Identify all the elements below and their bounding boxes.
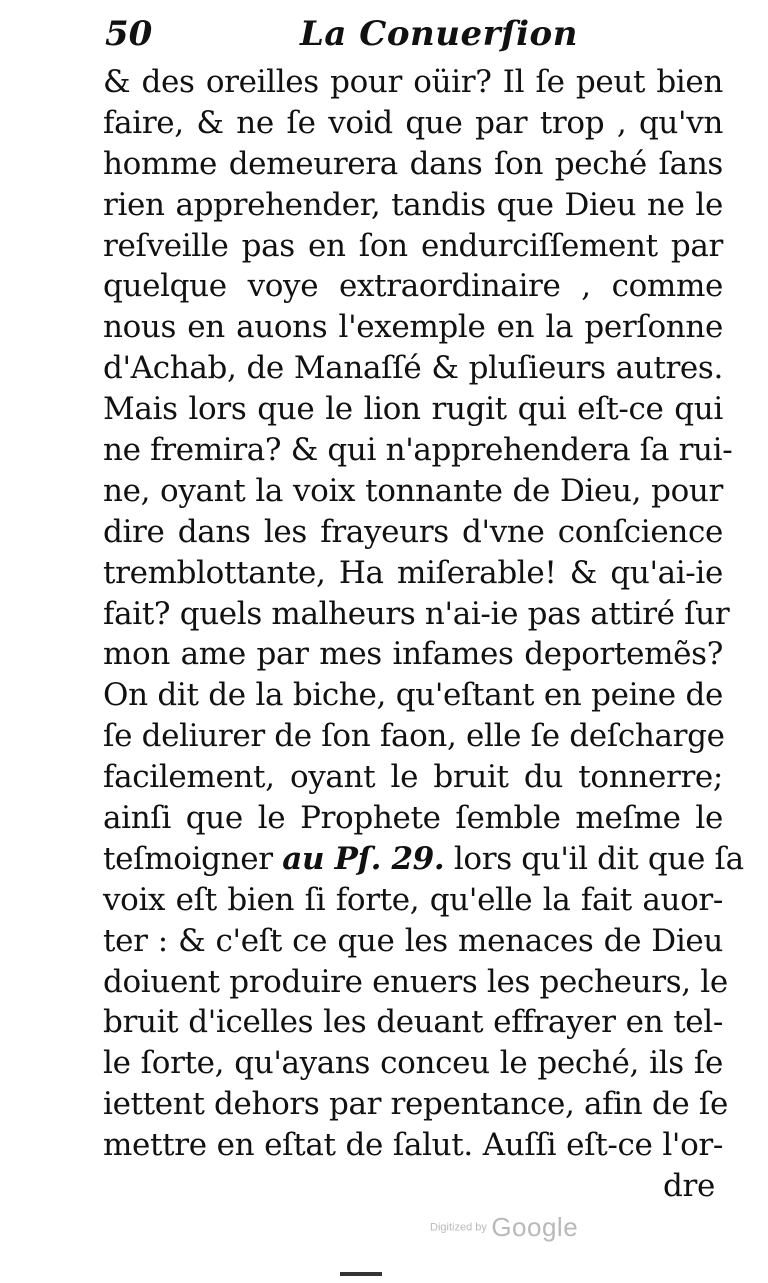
- text-line: homme demeurera dans ſon peché ſans: [103, 145, 723, 182]
- text-line: ſe deliurer de ſon faon, elle ſe deſcharge: [103, 718, 725, 755]
- text-line: bruit d'icelles les deuant effrayer en tel-: [103, 1004, 723, 1041]
- text-line: nous en auons l'exemple en la perſonne: [103, 309, 723, 346]
- text-line-end: lors qu'il dit que ſa: [453, 840, 744, 877]
- bottom-rule: [340, 1272, 382, 1276]
- text-line: d'Achab, de Manaſſé & pluſieurs autres.: [103, 350, 723, 387]
- page-header: [105, 14, 725, 60]
- page-number: 50: [105, 14, 153, 54]
- text-line: quelque voye extraordinaire , comme: [103, 268, 723, 305]
- text-line: voix eſt bien ſi forte, qu'elle la fait auor-: [103, 881, 723, 918]
- text-line: dire dans les frayeurs d'vne conſcience: [103, 513, 723, 550]
- text-line: ter : & c'eſt ce que les menaces de Dieu: [103, 922, 723, 959]
- digitized-label: Digitized by: [430, 1221, 487, 1234]
- text-line: faire, & ne ſe void que par trop , qu'vn: [103, 104, 723, 141]
- body-text: [103, 62, 744, 1207]
- text-line: facilement, oyant le bruit du tonnerre;: [103, 759, 723, 796]
- text-line: mettre en eſtat de ſalut. Auſſi eſt-ce l'or-: [103, 1127, 723, 1164]
- text-line: mon ame par mes infames deportemẽs?: [103, 636, 723, 673]
- text-line: ne, oyant la voix tonnante de Dieu, pour: [103, 472, 723, 509]
- digitized-watermark: [430, 1212, 578, 1243]
- text-line: le ſorte, qu'ayans conceu le peché, ils ſe: [103, 1045, 723, 1082]
- text-line: fait? quels malheurs n'ai-ie pas attiré ſur: [103, 595, 730, 632]
- text-line: & des oreilles pour oüir? Il ſe peut bien: [103, 64, 723, 100]
- google-logo: Google: [491, 1212, 579, 1242]
- text-line-start: teſmoigner: [103, 840, 273, 877]
- text-line-with-citation: [103, 839, 744, 880]
- text-line: tremblottante, Ha miſerable! & qu'ai-ie: [103, 554, 723, 591]
- text-line: On dit de la biche, qu'eſtant en peine de: [103, 677, 723, 714]
- running-title: La Conuerſion: [300, 14, 578, 54]
- text-line: ainſi que le Prophete ſemble meſme le: [103, 800, 723, 837]
- catchword: dre: [663, 1168, 715, 1205]
- text-line: Mais lors que le lion rugit qui eſt-ce qui: [103, 391, 723, 428]
- text-line: doiuent produire enuers les pecheurs, le: [103, 963, 728, 1000]
- text-line: iettent dehors par repentance, afin de ſe: [103, 1086, 729, 1123]
- text-line: reſveille pas en ſon endurciſſement par: [103, 227, 723, 264]
- psalm-citation: au Pſ. 29.: [282, 840, 445, 877]
- text-line: rien apprehender, tandis que Dieu ne le: [103, 186, 723, 223]
- text-line: ne fremira? & qui n'apprehendera ſa rui-: [103, 432, 733, 469]
